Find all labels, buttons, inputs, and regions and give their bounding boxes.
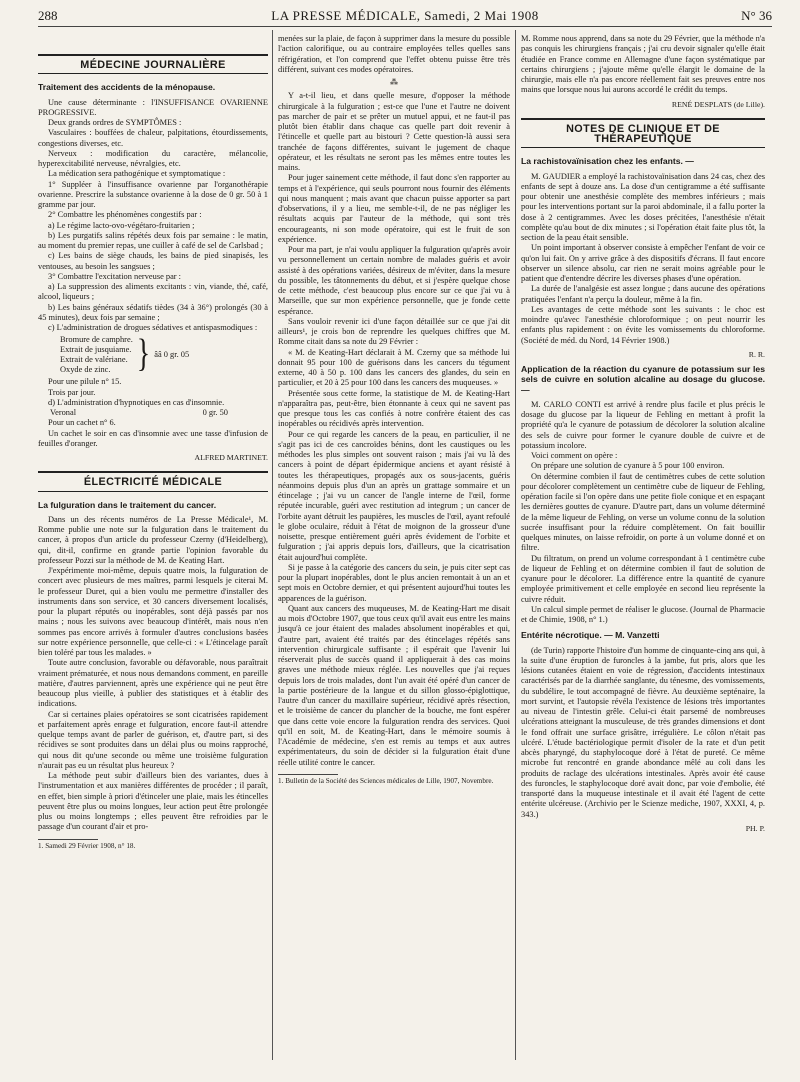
paragraph: a) Le régime lacto-ovo-végétaro-fruitarien ; (48, 220, 195, 230)
article-title: La fulguration dans le traitement du cancer. (38, 499, 217, 510)
footnote-rule (38, 839, 98, 840)
paragraph: menées sur la plaie, de façon à supprimer dans la mesure du possible l'action calorifique, ou au contraire employées telles quelles sans réfrigération, et l'on comprend que l'effet obtenu puisse être très différent, suivant ces modes opératoires. (278, 34, 510, 74)
drug-name: Veronal (50, 408, 77, 417)
paragraph: d) L'administration d'hypnotiques en cas d'insomnie. (48, 397, 225, 407)
brace-glyph: } (136, 332, 151, 377)
drug-name: Oxyde de zinc. (60, 365, 111, 375)
section-heading: ÉLECTRICITÉ MÉDICALE (38, 471, 268, 491)
paragraph: Pour un cachet n° 6. (48, 418, 116, 428)
paragraph: Quant aux cancers des muqueuses, M. de Keating-Hart me disait au mois d'Octobre 1907, que tous ceux qu'il avait eus entre les mains jusqu'à ce jour étaient des malades absolument inopérables et qui, d'autre part, avaient été traités par des étincelages répétés sans intervention chirurgicale suffisante ; il espérait que l'avenir lui réserverait plus de succès quand il appliquerait à des cas moins graves une méthode mieux réglée. Les nouvelles que j'ai reçues depuis lors de trois malades, dont l'un avait été opéré d'un cancer de la partie postérieure de la langue et du sillon glosso-épiglottique, l'autre d'un cancer du maxillaire supérieur, récidivé après résection, et le troisième de cancer du plancher de la bouche, me font espérer que dans cette voie encore la fulguration rendra des services. Quoi qu'il en soit, M. de Keating-Hart, dans le mémoire soumis à l'Académie de médecine, s'en est remis au temps et aux autres expérimentateurs, du soin de décider si la fulguration était d'une réelle utilité contre le cancer. (278, 603, 510, 767)
paragraph: Les avantages de cette méthode sont les suivants : le choc est moindre qu'avec l'anesthésie chloroformique ; on peut nourrir les enfants plus rapidement : on évite les vomissements du chloroforme. (Société de méd. du Nord, 14 Février 1908.) (521, 304, 765, 345)
paragraph: Dans un des récents numéros de La Presse Médicale¹, M. Romme publie une note sur la fulguration dans le traitement du cancer, à propos d'un article du professeur Czerny (d'Heidelberg), qui, dit-il, confirme en grande partie l'opinion favorable du professeur Pozzi sur la méthode de M. de Keating Hart. (38, 514, 268, 565)
paragraph: On détermine combien il faut de centimètres cubes de cette solution pour décolorer complètement un centimètre cube de liqueur de Fehling, opération facile si l'on opère dans une petite fiole conique et en espaçant les dernières gouttes de cyanure. D'autre part, dans un volume déterminé de la même liqueur de Fehling, on verse un volume connu de la solution sucrée insuffisant pour la réduire complètement. On fait bouillir quelques minutes, on laisse refroidir, on porte à un volume donné et on filtre. (521, 471, 765, 553)
journal-title: LA PRESSE MÉDICALE, Samedi, 2 Mai 1908 (271, 8, 539, 23)
veronal-line (38, 408, 268, 418)
footnote-rule (278, 774, 338, 775)
paragraph: Trois par jour. (48, 387, 96, 397)
column-2 (278, 34, 510, 786)
paragraph: a) La suppression des aliments excitants : vin, viande, thé, café, alcool, liqueurs ; (38, 282, 268, 302)
section-heading: MÉDECINE JOURNALIÈRE (38, 54, 268, 74)
drug-name: Extrait de valériane. (60, 355, 128, 365)
paragraph: 3° Combattre l'excitation nerveuse par : (48, 271, 181, 281)
author-signature: RENÉ DESPLATS (de Lille). (671, 99, 765, 109)
column-rule-1 (272, 30, 273, 1060)
column-1 (38, 34, 268, 851)
paragraph: M. GAUDIER a employé la rachistovaïnisation dans 24 cas, chez des enfants de sept à douze ans. La dose d'un centigramme a été suffisante pour obtenir une anesthésie complète des membres inférieurs ; mais pour les interventions portant sur la paroi abdominale, il a fallu porter la dose à 2 centigrammes. Avec les doses précitées, l'anesthésie n'était complète qu'au bout de dix minutes ; si l'opération était faite plus tôt, la section de la peau était sensible. (521, 171, 765, 242)
running-header (38, 8, 772, 27)
paragraph: Un cachet le soir en cas d'insomnie avec une tasse d'infusion de feuilles d'oranger. (38, 428, 268, 448)
paragraph: Vasculaires : bouffées de chaleur, palpitations, étourdissements, congestions diverses, etc. (38, 128, 268, 148)
paragraph: 1° Suppléer à l'insuffisance ovarienne par l'organothérapie ovarienne. Prescrire la substance ovarienne à la dose de 0 gr. 50 à 1 gramme par jour. (38, 179, 268, 209)
paragraph: (de Turin) rapporte l'histoire d'un homme de cinquante-cinq ans qui, à la suite d'une éruption de furoncles à la jambe, fut pris, alors que les lésions cutanées étaient en voie de régression, d'accidents intestinaux caractérisés par de la diarrhée sanglante, du ténesme, des vomissements, du subdélire, le tout accompagné de fièvre. Au deuxième septénaire, la mort survint, et l'autopsie révéla l'existence de lésions très importantes au niveau de l'intestin grêle. Celui-ci était parsemé de nombreuses ulcérations atteignant la musculeuse, de très grandes dimensions et dont le fond offrait une surface grisâtre, irrégulière. Le côlon n'était pas ulcéré. L'étude bactériologique permit d'isoler de la rate et d'un petit abcès pharyngé, du staphylocoque doré à l'état de pureté. Ce même microbe fut rencontré en grande abondance mêlé au coli dans les produits de raclage des ulcérations intestinales. Après avoir été cause des furoncles, le staphylocoque doré avait donc, par voie d'embolie, été transporté dans la muqueuse intestinale et il avait été l'agent de cette entérite ulcéreuse. (Archivio per le Scienze mediche, 1907, XXXI, 4, p. 343.) (521, 645, 765, 819)
paragraph: On prépare une solution de cyanure à 5 pour 100 environ. (531, 461, 725, 471)
paragraph: La méthode peut subir d'ailleurs bien des variantes, dues à l'instrumentation et aux manières différentes de procéder ; il paraît, en effet, bien simple à priori d'étinceler une plaie, mais les étincelles peuvent être plus ou moins longues, leur action peut être prolongée plus ou moins longtemps ; elles peuvent être refroidies par le passage d'un courant d'air et pro- (38, 771, 268, 832)
author-signature: ALFRED MARTINET. (194, 453, 268, 462)
paragraph: b) Les purgatifs salins répétés deux fois par semaine : le matin, au moment du premier repas, une cuiller à café de sel de Carlsbad ; (38, 230, 268, 250)
paragraph: c) L'administration de drogues sédatives et antispasmodiques : (48, 323, 258, 332)
author-signature: R. R. (748, 349, 765, 359)
page-number: 288 (38, 8, 58, 23)
article-title: La rachistovaïnisation chez les enfants. — (521, 156, 694, 167)
paragraph: Du filtratum, on prend un volume correspondant à 1 centimètre cube de liqueur de Fehling et on détermine combien il faut de solution de cyanure pour le décolorer. La différence entre la quantité de cyanure employée primitivement et celle employée en second lieu représente la cuivre réduit. (521, 553, 765, 604)
drug-dose: ââ 0 gr. 05 (154, 350, 190, 360)
asterism: ⁂ (390, 78, 398, 87)
footnote: 1. Bulletin de la Société des Sciences médicales de Lille, 1907, Novembre. (278, 776, 494, 785)
paragraph: b) Les bains généraux sédatifs tièdes (34 à 36°) prolongés (30 à 45 minutes), deux fois par semaine ; (38, 302, 268, 322)
drug-name: Bromure de camphre. (60, 335, 133, 345)
footnote: 1. Samedi 29 Février 1908, n° 18. (38, 841, 136, 850)
author-signature: PH. P. (745, 823, 765, 833)
paragraph: c) Les bains de siège chauds, les bains de pied sinapisés, les ventouses, au besoin les sangsues ; (38, 251, 268, 271)
paragraph: Toute autre conclusion, favorable ou défavorable, nous paraîtrait vraiment prématurée, et nous nous demandons comment, en pareille matière, d'autres parviennent, après une expérience qui ne peut être beaucoup plus vieille, à publier des statistiques et à établir des indications. (38, 658, 268, 709)
paragraph: Une cause déterminante : l'INSUFFISANCE OVARIENNE PROGRESSIVE. (38, 97, 268, 117)
article-title: Application de la réaction du cyanure de potassium sur les sels de cuivre en solution alcaline au dosage du glucose. — (521, 364, 765, 395)
paragraph: Deux grands ordres de SYMPTÔMES : (48, 118, 182, 127)
paragraph: M. CARLO CONTI est arrivé à rendre plus facile et plus précis le dosage du glucose par la liqueur de Fehling en mettant à profit la propriété qu'a le cyanure de potassium de décolorer la solution alcaline des sels de cuivre pour former le cyanure double de cuivre et de potassium incolore. (521, 399, 765, 450)
section-heading: NOTES DE CLINIQUE ET DE THÉRAPEUTIQUE (521, 118, 765, 149)
paragraph: Sans vouloir revenir ici d'une façon détaillée sur ce que j'ai dit ailleurs¹, je crois bon de reprendre les quelques chiffres que M. Romme citait dans sa note du 29 Février : (278, 316, 510, 347)
paragraph: Pour ce qui regarde les cancers de la peau, en particulier, il ne s'agit pas ici de ces cancroïdes bénins, dont les caustiques ou les méthodes les plus simples ont souvent raison ; mais j'ai vu là des cancers à point de départ épidermique anciens et ayant résisté à toutes les thérapeutiques, propagés aux os sous-jacents, guéris néanmoins depuis plus d'un an après un grattage sommaire et un étincelage ; j'ai vu un cancer de l'angle interne de l'œil, forme réputée incurable, guéri avec restitution ad integrum ; un cancer de l'orbite ayant détruit les paupières, les muscles de l'œil, ayant refoulé le globe oculaire, réduit à l'état de moignon de la grosseur d'une noisette, presque entièrement guéri après évidement de l'orbite et fulguration ; j'ai appris depuis lors, d'ailleurs, que la cicatrisation était aujourd'hui complète. (278, 429, 510, 562)
column-rule-2 (515, 30, 516, 1060)
paragraph: Un point important à observer consiste à empêcher l'enfant de voir ce qu'on lui fait. On y arrive grâce à des dispositifs d'écrans. Il faut encore observer un silence absolu, car rien ne serait moins agréable pour le patient que d'entendre décrire les diverses phases d'une opération. (521, 243, 765, 283)
article-title: Entérite nécrotique. — M. Vanzetti (521, 630, 660, 641)
prescription-formula (38, 332, 268, 377)
paragraph: 2° Combattre les phénomènes congestifs par : (48, 210, 202, 220)
paragraph: Nerveux : modification du caractère, mélancolie, hyperexcitabilité nerveuse, névralgies, etc. (38, 148, 268, 168)
paragraph: Pour juger sainement cette méthode, il faut donc s'en rapporter au temps et à l'expérience, qui seuls pourront nous fournir des éléments qui nous manquent ; mais avant que chacun puisse apporter sa part d'observations, il y a lieu, me semble-t-il, de ne pas négliger les résultats acquis par l'auteur de la méthode, qui sont très encourageants, ni son mode opératoire, qui est le fruit de son expérience. (278, 173, 510, 244)
paragraph: J'expérimente moi-même, depuis quatre mois, la fulguration de concert avec plusieurs de mes maîtres, parmi lesquels je citerai M. le professeur Duret, qui a bien voulu me permettre d'installer des instruments dans son service, et 30 cancers diversement localisés, pour la plupart réputés ou inopérables, sont déjà passés par nos mains ; nous les suivons avec beaucoup d'intérêt, mais nous n'en sommes pas encore arrivés à formuler d'autres conclusions basées sur notre expérience personnelle, que celle-ci : « L'étincelage paraît bien toléré par tous les malades. » (38, 566, 268, 657)
drug-dose: 0 gr. 50 (202, 408, 228, 417)
paragraph: Pour une pilule n° 15. (48, 377, 122, 387)
paragraph: Y a-t-il lieu, et dans quelle mesure, d'opposer la méthode chirurgicale à la fulguration ; est-ce que l'une et l'autre ne doivent pas marcher de pair et se prêter un mutuel appui, et ne faut-il pas plutôt bien établir dans chaque cas quelle part doit revenir à l'étincelle et quelle part au bistouri ? Cette question-là aussi sera tranchée de façons différentes, suivant le jugement de chaque opérateur, et les résultats ne seront pas les mêmes entre toutes les mains. (278, 91, 510, 172)
paragraph: Un calcul simple permet de réaliser le glucose. (Journal de Pharmacie et de Chimie, 1908, n° 1.) (521, 604, 765, 624)
article-title: Traitement des accidents de la ménopause. (38, 82, 216, 93)
paragraph: Voici comment on opère : (531, 451, 618, 460)
paragraph: Car si certaines plaies opératoires se sont cicatrisées rapidement et parfaitement après enrage et fulguration, encore faut-il attendre quelque temps avant de parler de guérison, et, d'autre part, si des récidives se sont produites dans un délai plus ou moins rapproché, qui nous dit qu'une seconde ou même une troisième fulguration n'aurait pas eu un résultat plus heureux ? (38, 709, 268, 770)
column-3 (521, 34, 765, 838)
paragraph: « M. de Keating-Hart déclarait à M. Czerny que sa méthode lui donnait 95 pour 100 de guérisons dans les cancers du tégument externe, 40 à 50 p. 100 dans les cancers des glandes, du sein en particulier, et 20 à 25 pour 100 dans les cancers des muqueuses. » (278, 347, 510, 388)
issue-number: N° 36 (741, 8, 772, 23)
paragraph: Présentée sous cette forme, la statistique de M. de Keating-Hart n'apparaîtra pas, peut-être, bien étonnante à ceux qui ne savent pas que presque tous les cas confiés à notre confrère étaient des cas inopérables ou récidivés après intervention. (278, 388, 510, 429)
paragraph: La médication sera pathogénique et symptomatique : (48, 169, 226, 179)
paragraph: La durée de l'analgésie est assez longue ; dans aucune des opérations pratiquées l'enfant n'a perçu la douleur, même à la fin. (521, 284, 765, 304)
drug-name: Extrait de jusquiame. (60, 345, 132, 355)
paragraph: Pour ma part, je n'ai voulu appliquer la fulguration qu'après avoir vu personnellement un certain nombre de malades guéris et avoir assisté à des opérations variées, désireux de m'éviter, dans la mesure du possible, les tâtonnements du début, et si j'espère quelque chose de cette méthode, c'est beaucoup plus encore sur ce que j'ai vu à Marseille, que sur mon expérience personnelle, que je fonde cette espérance. (278, 245, 510, 316)
paragraph: Si je passe à la catégorie des cancers du sein, je puis citer sept cas pour la plupart inopérables, dont le plus ancien remontait à un an et sept mois en Octobre dernier, et qui présentent aujourd'hui toutes les apparences de la guérison. (278, 562, 510, 603)
paragraph: M. Romme nous apprend, dans sa note du 29 Février, que la méthode n'a pas conquis les chirurgiens français ; j'ai cru devoir signaler qu'elle était étudiée en France comme en Allemagne d'une façon systématique par certains chirurgiens ; j'ajoute même qu'elle élargit le domaine de la chirurgie, mais elle n'a pas encore réellement fait ses preuves entre nos mains que lorsque nous lui aurons accordé le crédit du temps. (521, 34, 765, 95)
